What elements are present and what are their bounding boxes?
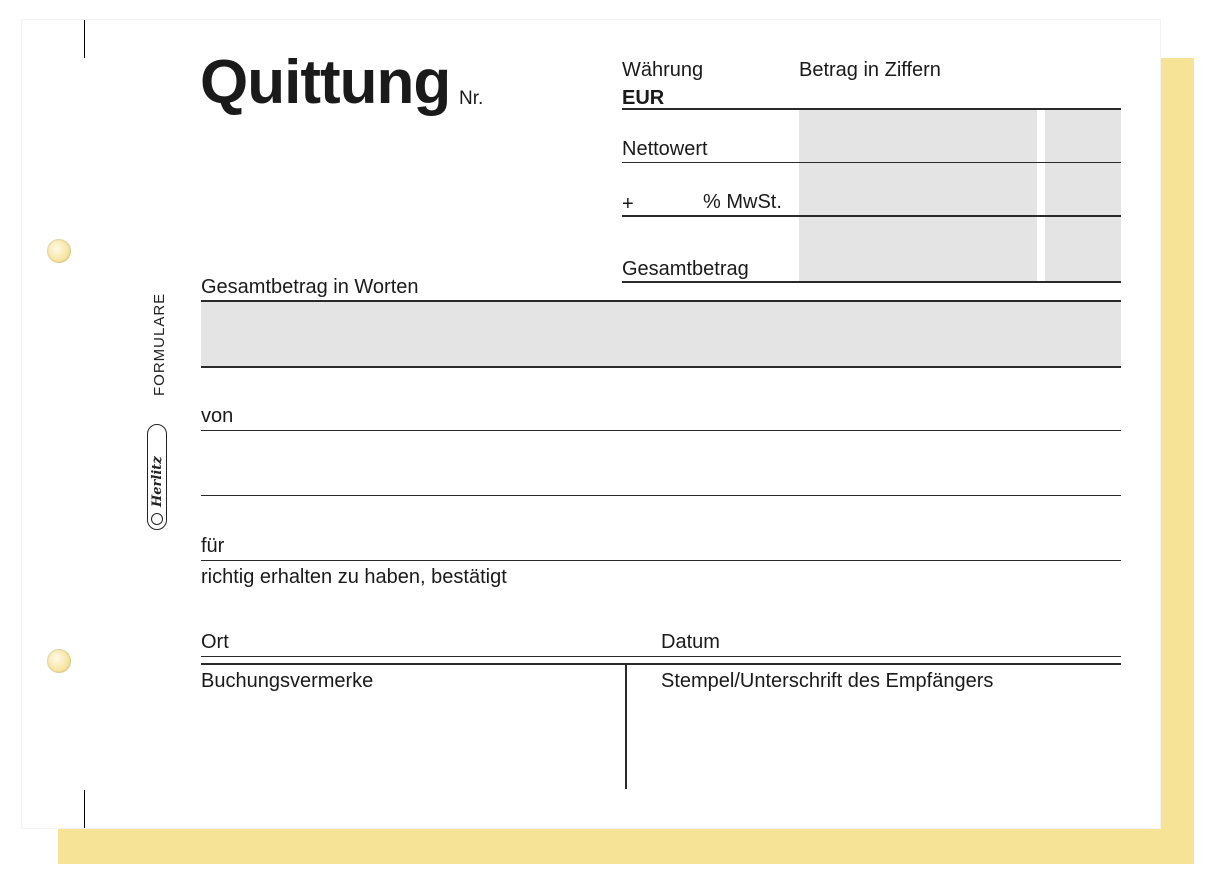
vat-label: % MwSt. [703, 191, 782, 213]
for-line[interactable] [201, 560, 1121, 561]
from-line-2[interactable] [201, 495, 1121, 496]
signature-label: Stempel/Unterschrift des Empfängers [661, 670, 994, 692]
brand-logo [147, 424, 167, 530]
amount-in-words-field[interactable] [201, 302, 1121, 366]
receipt-number-label: Nr. [459, 88, 484, 109]
amount-in-words-label: Gesamtbetrag in Worten [201, 276, 419, 298]
net-value-label: Nettowert [622, 138, 708, 160]
gross-amount-label: Gesamtbetrag [622, 258, 749, 280]
from-line[interactable] [201, 430, 1121, 431]
product-line-text: FORMULARE [151, 292, 168, 396]
cut-mark-top [84, 20, 85, 58]
for-label: für [201, 535, 225, 557]
cut-mark-bottom [84, 790, 85, 828]
gross-amount-rule [622, 281, 1121, 283]
brand-logo-text: Herlitz [149, 456, 165, 507]
amount-digits-label: Betrag in Ziffern [799, 59, 941, 81]
net-value-rule [622, 162, 1121, 163]
plus-sign: + [622, 193, 634, 215]
brand-mark [144, 292, 174, 530]
confirmation-text: richtig erhalten zu haben, bestätigt [201, 566, 507, 588]
from-label: von [201, 405, 234, 427]
booking-notes-label: Buchungsvermerke [201, 670, 374, 692]
punch-hole-bottom [47, 649, 71, 673]
brand-logo-icon [151, 513, 163, 525]
punch-hole-top [47, 239, 71, 263]
footer-divider [625, 664, 627, 789]
footer-rule [201, 663, 1121, 665]
currency-label: Währung [622, 59, 704, 81]
amount-field-cents[interactable] [1045, 110, 1121, 281]
place-label: Ort [201, 631, 229, 653]
place-date-rule[interactable] [201, 656, 1121, 657]
vat-rule [622, 215, 1121, 217]
amount-field-euros[interactable] [799, 110, 1037, 281]
currency-value: EUR [622, 87, 665, 109]
date-label: Datum [661, 631, 720, 653]
receipt-title: Quittung [200, 48, 451, 117]
amount-in-words-bottom-rule [201, 366, 1121, 368]
